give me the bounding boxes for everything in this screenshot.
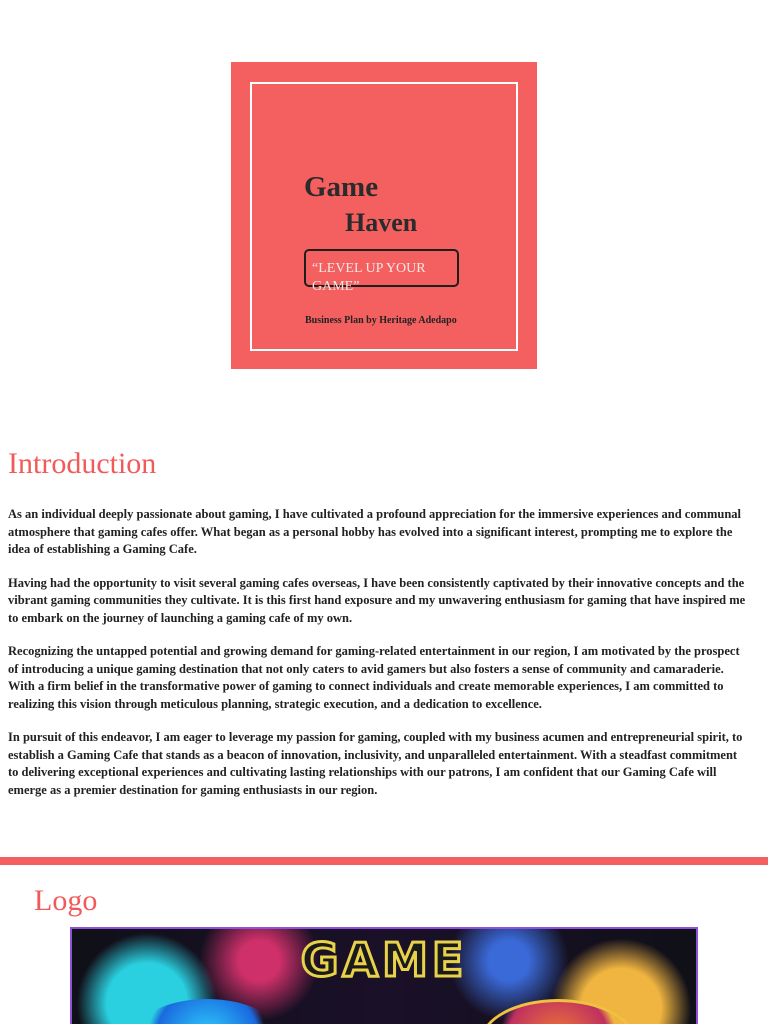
intro-paragraph: In pursuit of this endeavor, I am eager to leverage my passion for gaming, coupled with my business acumen and entrepreneurial spirit, to establish a Gaming Cafe that stands as a beacon of innovation, inclusivity, and unparalleled entertainment. With a steadfast commitment to delivering exceptional experiences and cultivating lasting relationships with our patrons, I am confident that our Gaming Cafe will emerge as a premier destination for gaming enthusiasts in our region. <box>8 730 743 797</box>
logo-wordmark: GAME <box>300 933 468 987</box>
cover-byline: Business Plan by Heritage Adedapo <box>305 315 457 326</box>
section-divider <box>0 857 768 865</box>
tagline-text: “LEVEL UP YOUR GAME” <box>312 261 426 294</box>
logo-orb-left <box>132 999 282 1024</box>
intro-paragraph: Having had the opportunity to visit several gaming cafes overseas, I have been consistently captivated by their innovative concepts and the vibrant gaming communities they cultivate. It is this first hand exposure and my unwavering enthusiasm for gaming that have inspired me to embark on the journey of launching a gaming cafe of my own. <box>8 575 746 625</box>
cover-title-line1: Game <box>304 171 379 203</box>
introduction-heading: Introduction <box>8 447 157 480</box>
cover-block <box>231 62 537 369</box>
intro-paragraph: Recognizing the untapped potential and growing demand for gaming-related entertainment in our region, I am motivated by the prospect of introducing a unique gaming destination that not only caters to avid gamers but also fosters a sense of community and camaraderie. With a firm belief in the transformative power of gaming to connect individuals and create memorable experiences, I am committed to realizing this vision through meticulous planning, strategic execution, and a dedication to excellence. <box>8 644 740 711</box>
intro-paragraph: As an individual deeply passionate about gaming, I have cultivated a profound appreciation for the immersive experiences and communal atmosphere that gaming cafes offer. What began as a personal hobby has evolved into a significant interest, prompting me to explore the idea of establishing a Gaming Cafe. <box>8 507 742 556</box>
introduction-body <box>8 506 748 815</box>
cover-title-line2: Haven <box>345 208 418 237</box>
logo-orb-right <box>480 999 636 1024</box>
logo-image <box>70 927 698 1024</box>
logo-heading: Logo <box>34 884 98 917</box>
